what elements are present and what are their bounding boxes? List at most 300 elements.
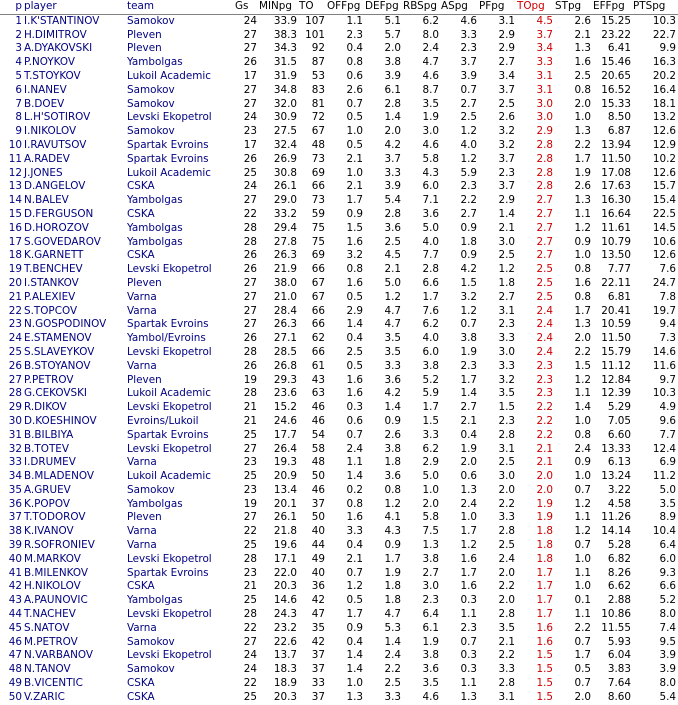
cell-efficiency: 2.88 xyxy=(607,594,631,607)
cell-steals: 1.5 xyxy=(574,359,591,372)
cell-player-name[interactable]: A.GRUEV xyxy=(24,483,71,496)
cell-player-name[interactable]: L.H'SOTIROV xyxy=(24,111,91,124)
cell-defensive-rebounds: 1.4 xyxy=(384,635,401,648)
cell-minutes: 26.3 xyxy=(273,318,297,331)
cell-player-name[interactable]: N.BALEV xyxy=(24,194,69,207)
cell-offensive-rebounds: 1.4 xyxy=(346,318,363,331)
cell-team-name[interactable]: Varna xyxy=(127,621,157,634)
cell-player-name[interactable]: S.NATOV xyxy=(24,621,70,634)
cell-efficiency: 10.79 xyxy=(601,235,631,248)
cell-minutes: 26.1 xyxy=(273,511,297,524)
cell-minutes: 31.5 xyxy=(273,56,297,69)
cell-team-name[interactable]: Levski Ekopetrol xyxy=(127,111,212,124)
cell-games: 21 xyxy=(243,414,257,427)
cell-steals: 2.2 xyxy=(574,621,591,634)
cell-defensive-rebounds: 3.7 xyxy=(384,152,401,165)
cell-offensive-rebounds: 0.9 xyxy=(346,621,363,634)
cell-turnovers: 63 xyxy=(311,387,325,400)
cell-assists: 3.3 xyxy=(460,28,477,41)
cell-efficiency: 6.82 xyxy=(607,552,631,565)
cell-efficiency: 11.12 xyxy=(601,359,631,372)
cell-offensive-rebounds: 2.1 xyxy=(346,180,363,193)
cell-team-name[interactable]: CSKA xyxy=(127,207,155,220)
cell-player-name[interactable]: N.VARBANOV xyxy=(24,649,93,662)
cell-turnovers: 44 xyxy=(311,539,325,552)
cell-player-name[interactable]: P.PETROV xyxy=(24,373,74,386)
cell-points: 8.0 xyxy=(659,677,676,690)
cell-assists: 2.3 xyxy=(460,180,477,193)
cell-team-name[interactable]: Yambolgas xyxy=(127,56,183,69)
cell-turnovers-per-game: 1.9 xyxy=(536,497,553,510)
cell-defensive-rebounds: 2.5 xyxy=(384,677,401,690)
col-header-assists[interactable]: ASpg xyxy=(441,0,479,14)
cell-team-name[interactable]: Lukoil Academic xyxy=(127,387,211,400)
cell-player-name[interactable]: B.DOEV xyxy=(24,97,65,110)
cell-player-name[interactable]: S.GOVEDAROV xyxy=(24,235,101,248)
cell-games: 28 xyxy=(243,345,257,358)
cell-player-name[interactable]: D.ANGELOV xyxy=(24,180,86,193)
cell-team-name[interactable]: CSKA xyxy=(127,690,155,703)
cell-player-name[interactable]: M.MARKOV xyxy=(24,552,81,565)
cell-assists: 1.0 xyxy=(460,511,477,524)
cell-player-name[interactable]: D.FERGUSON xyxy=(24,207,94,220)
cell-team-name[interactable]: Levski Ekopetrol xyxy=(127,345,212,358)
cell-minutes: 24.3 xyxy=(273,608,297,621)
cell-steals: 1.3 xyxy=(574,194,591,207)
cell-player-name[interactable]: G.CEKOVSKI xyxy=(24,387,87,400)
cell-steals: 1.0 xyxy=(574,552,591,565)
cell-player-name[interactable]: T.TODOROV xyxy=(24,511,86,524)
cell-games: 27 xyxy=(243,42,257,55)
cell-offensive-rebounds: 1.6 xyxy=(346,276,363,289)
cell-efficiency: 3.22 xyxy=(607,483,631,496)
cell-efficiency: 8.60 xyxy=(607,690,631,703)
cell-turnovers: 58 xyxy=(311,442,325,455)
cell-player-name[interactable]: R.SOFRONIEV xyxy=(24,539,95,552)
cell-minutes: 27.1 xyxy=(273,332,297,345)
cell-offensive-rebounds: 2.6 xyxy=(346,83,363,96)
cell-player-name[interactable]: M.PETROV xyxy=(24,635,78,648)
cell-rebounds: 7.6 xyxy=(422,304,439,317)
cell-points: 14.6 xyxy=(652,345,676,358)
cell-games: 27 xyxy=(243,318,257,331)
cell-points: 12.6 xyxy=(652,249,676,262)
cell-offensive-rebounds: 1.2 xyxy=(346,580,363,593)
cell-player-name[interactable]: V.ZARIC xyxy=(24,690,65,703)
cell-turnovers: 42 xyxy=(311,635,325,648)
cell-points: 16.4 xyxy=(652,83,676,96)
cell-team-name[interactable]: Samokov xyxy=(127,125,175,138)
cell-minutes: 34.8 xyxy=(273,83,297,96)
cell-team-name[interactable]: Varna xyxy=(127,525,157,538)
cell-minutes: 22.6 xyxy=(273,635,297,648)
cell-minutes: 22.0 xyxy=(273,566,297,579)
cell-fouls: 3.7 xyxy=(498,180,515,193)
cell-games: 27 xyxy=(243,304,257,317)
cell-efficiency: 13.24 xyxy=(601,470,631,483)
cell-team-name[interactable]: Levski Ekopetrol xyxy=(127,608,212,621)
cell-turnovers-per-game: 2.2 xyxy=(536,414,553,427)
cell-assists: 0.3 xyxy=(460,649,477,662)
cell-minutes: 21.9 xyxy=(273,263,297,276)
cell-player-name[interactable]: J.JONES xyxy=(24,166,63,179)
cell-offensive-rebounds: 0.4 xyxy=(346,539,363,552)
cell-team-name[interactable]: CSKA xyxy=(127,180,155,193)
cell-games: 27 xyxy=(243,276,257,289)
cell-games: 25 xyxy=(243,539,257,552)
cell-turnovers-per-game: 2.4 xyxy=(536,304,553,317)
cell-steals: 2.5 xyxy=(574,69,591,82)
cell-team-name[interactable]: CSKA xyxy=(127,249,155,262)
cell-team-name[interactable]: Samokov xyxy=(127,635,175,648)
cell-turnovers: 101 xyxy=(305,28,325,41)
cell-rebounds: 3.0 xyxy=(422,580,439,593)
col-header-turnovers[interactable]: TO xyxy=(299,0,327,14)
cell-fouls: 1.2 xyxy=(498,263,515,276)
cell-assists: 4.0 xyxy=(460,138,477,151)
cell-points: 15.4 xyxy=(652,194,676,207)
cell-turnovers: 36 xyxy=(311,580,325,593)
cell-offensive-rebounds: 1.4 xyxy=(346,649,363,662)
cell-offensive-rebounds: 0.3 xyxy=(346,401,363,414)
cell-rebounds: 3.8 xyxy=(422,649,439,662)
cell-team-name[interactable]: Spartak Evroins xyxy=(127,428,209,441)
cell-minutes: 20.3 xyxy=(273,580,297,593)
cell-team-name[interactable]: Lukoil Academic xyxy=(127,166,211,179)
cell-player-name[interactable]: D.KOESHINOV xyxy=(24,414,97,427)
cell-offensive-rebounds: 1.6 xyxy=(346,511,363,524)
cell-points: 14.5 xyxy=(652,221,676,234)
col-header-defensive-rebounds[interactable]: DEFpg xyxy=(365,0,403,14)
cell-rank: 30 xyxy=(8,414,22,427)
cell-turnovers-per-game: 3.0 xyxy=(536,111,553,124)
cell-rebounds: 5.0 xyxy=(422,221,439,234)
cell-team-name[interactable]: Pleven xyxy=(127,28,162,41)
cell-assists: 0.4 xyxy=(460,428,477,441)
cell-team-name[interactable]: CSKA xyxy=(127,580,155,593)
cell-turnovers: 107 xyxy=(305,14,325,27)
cell-rebounds: 7.7 xyxy=(422,249,439,262)
cell-points: 13.2 xyxy=(652,111,676,124)
cell-steals: 0.7 xyxy=(574,539,591,552)
cell-player-name[interactable]: I.NANEV xyxy=(24,83,67,96)
cell-points: 15.7 xyxy=(652,180,676,193)
cell-player-name[interactable]: B.VICENTIC xyxy=(24,677,83,690)
cell-player-name[interactable]: K.GARNETT xyxy=(24,249,84,262)
cell-team-name[interactable]: Yambolgas xyxy=(127,594,183,607)
cell-turnovers-per-game: 2.2 xyxy=(536,401,553,414)
cell-offensive-rebounds: 1.5 xyxy=(346,221,363,234)
cell-points: 11.2 xyxy=(652,470,676,483)
cell-games: 26 xyxy=(243,152,257,165)
cell-points: 3.9 xyxy=(659,663,676,676)
cell-efficiency: 16.52 xyxy=(601,83,631,96)
cell-team-name[interactable]: Pleven xyxy=(127,42,162,55)
cell-defensive-rebounds: 4.7 xyxy=(384,304,401,317)
cell-rank: 15 xyxy=(8,207,22,220)
cell-steals: 1.0 xyxy=(574,414,591,427)
cell-team-name[interactable]: Evroins/Lukoil xyxy=(127,414,199,427)
cell-turnovers-per-game: 1.5 xyxy=(536,663,553,676)
cell-rebounds: 3.0 xyxy=(422,125,439,138)
cell-player-name[interactable]: B.STOYANOV xyxy=(24,359,91,372)
cell-fouls: 3.7 xyxy=(498,83,515,96)
cell-rank: 40 xyxy=(8,552,22,565)
cell-turnovers-per-game: 1.8 xyxy=(536,552,553,565)
cell-player-name[interactable]: B.TOTEV xyxy=(24,442,69,455)
cell-team-name[interactable]: Yambol/Evroins xyxy=(127,332,206,345)
cell-defensive-rebounds: 1.9 xyxy=(384,566,401,579)
cell-team-name[interactable]: Levski Ekopetrol xyxy=(127,552,212,565)
cell-minutes: 20.3 xyxy=(273,690,297,703)
cell-points: 7.6 xyxy=(659,263,676,276)
cell-player-name[interactable]: S.SLAVEYKOV xyxy=(24,345,95,358)
cell-team-name[interactable]: Samokov xyxy=(127,83,175,96)
table-row xyxy=(0,484,678,498)
table-row xyxy=(0,346,678,360)
col-header-efficiency[interactable]: EFFpg xyxy=(593,0,633,14)
cell-defensive-rebounds: 1.7 xyxy=(384,552,401,565)
cell-offensive-rebounds: 0.8 xyxy=(346,56,363,69)
cell-rank: 22 xyxy=(8,304,22,317)
cell-player-name[interactable]: D.HOROZOV xyxy=(24,221,89,234)
cell-rank: 13 xyxy=(8,180,22,193)
col-header-turnovers-per-game[interactable]: TOpg xyxy=(517,0,555,14)
cell-assists: 2.7 xyxy=(460,207,477,220)
cell-team-name[interactable]: Spartak Evroins xyxy=(127,138,209,151)
cell-player-name[interactable]: A.RADEV xyxy=(24,152,70,165)
cell-assists: 2.7 xyxy=(460,97,477,110)
col-header-rank[interactable]: p xyxy=(0,0,24,14)
cell-turnovers: 59 xyxy=(311,207,325,220)
cell-games: 23 xyxy=(243,125,257,138)
cell-player-name[interactable]: A.DYAKOVSKI xyxy=(24,42,93,55)
cell-rebounds: 2.4 xyxy=(422,42,439,55)
cell-fouls: 3.1 xyxy=(498,14,515,27)
cell-efficiency: 10.59 xyxy=(601,318,631,331)
cell-player-name[interactable]: I.DRUMEV xyxy=(24,456,76,469)
cell-points: 9.6 xyxy=(659,414,676,427)
cell-player-name[interactable]: N.TANOV xyxy=(24,663,71,676)
cell-team-name[interactable]: Samokov xyxy=(127,483,175,496)
cell-assists: 1.3 xyxy=(460,483,477,496)
cell-fouls: 2.8 xyxy=(498,677,515,690)
cell-team-name[interactable]: Levski Ekopetrol xyxy=(127,442,212,455)
cell-team-name[interactable]: Yambolgas xyxy=(127,221,183,234)
cell-player-name[interactable]: B.MILENKOV xyxy=(24,566,88,579)
cell-turnovers: 46 xyxy=(311,483,325,496)
col-header-points[interactable]: PTSpg xyxy=(633,0,678,14)
cell-defensive-rebounds: 2.6 xyxy=(384,428,401,441)
table-row xyxy=(0,511,678,525)
cell-player-name[interactable]: S.TOPCOV xyxy=(24,304,78,317)
cell-player-name[interactable]: H.DIMITROV xyxy=(24,28,87,41)
cell-team-name[interactable]: Varna xyxy=(127,304,157,317)
cell-team-name[interactable]: Lukoil Academic xyxy=(127,470,211,483)
cell-rank: 21 xyxy=(8,290,22,303)
cell-player-name[interactable]: B.BILBIYA xyxy=(24,428,74,441)
cell-defensive-rebounds: 0.9 xyxy=(384,414,401,427)
cell-turnovers: 61 xyxy=(311,359,325,372)
cell-games: 17 xyxy=(243,69,257,82)
cell-turnovers-per-game: 1.8 xyxy=(536,539,553,552)
cell-efficiency: 22.11 xyxy=(601,276,631,289)
cell-fouls: 3.7 xyxy=(498,152,515,165)
cell-steals: 1.3 xyxy=(574,125,591,138)
cell-player-name[interactable]: I.RAVUTSOV xyxy=(24,138,87,151)
cell-player-name[interactable]: H.NIKOLOV xyxy=(24,580,81,593)
cell-team-name[interactable]: CSKA xyxy=(127,677,155,690)
cell-rank: 38 xyxy=(8,525,22,538)
cell-turnovers-per-game: 3.0 xyxy=(536,97,553,110)
cell-team-name[interactable]: Pleven xyxy=(127,276,162,289)
cell-turnovers: 69 xyxy=(311,166,325,179)
col-header-fouls[interactable]: PFpg xyxy=(479,0,517,14)
cell-player-name[interactable]: K.IVANOV xyxy=(24,525,74,538)
cell-efficiency: 5.28 xyxy=(607,539,631,552)
cell-efficiency: 11.26 xyxy=(601,511,631,524)
table-row xyxy=(0,539,678,553)
cell-player-name[interactable]: T.BENCHEV xyxy=(24,263,83,276)
cell-rank: 16 xyxy=(8,221,22,234)
cell-points: 11.6 xyxy=(652,359,676,372)
cell-minutes: 13.7 xyxy=(273,649,297,662)
cell-steals: 2.1 xyxy=(574,28,591,41)
table-row xyxy=(0,70,678,84)
cell-team-name[interactable]: Spartak Evroins xyxy=(127,566,209,579)
cell-player-name[interactable]: I.STANKOV xyxy=(24,276,79,289)
cell-team-name[interactable]: Yambolgas xyxy=(127,235,183,248)
cell-player-name[interactable]: R.DIKOV xyxy=(24,401,67,414)
cell-steals: 1.1 xyxy=(574,608,591,621)
cell-efficiency: 20.41 xyxy=(601,304,631,317)
cell-player-name[interactable]: K.POPOV xyxy=(24,497,70,510)
cell-minutes: 20.9 xyxy=(273,470,297,483)
cell-points: 12.4 xyxy=(652,442,676,455)
table-row xyxy=(0,443,678,457)
cell-turnovers: 54 xyxy=(311,428,325,441)
cell-fouls: 2.6 xyxy=(498,111,515,124)
cell-rebounds: 1.9 xyxy=(422,635,439,648)
cell-offensive-rebounds: 0.6 xyxy=(346,69,363,82)
cell-rebounds: 6.0 xyxy=(422,345,439,358)
cell-turnovers: 46 xyxy=(311,414,325,427)
cell-team-name[interactable]: Yambolgas xyxy=(127,497,183,510)
cell-turnovers: 81 xyxy=(311,97,325,110)
cell-offensive-rebounds: 0.8 xyxy=(346,497,363,510)
cell-steals: 0.7 xyxy=(574,677,591,690)
cell-offensive-rebounds: 3.2 xyxy=(346,249,363,262)
cell-team-name[interactable]: Levski Ekopetrol xyxy=(127,263,212,276)
cell-assists: 2.2 xyxy=(460,194,477,207)
cell-turnovers: 37 xyxy=(311,649,325,662)
table-row xyxy=(0,153,678,167)
cell-team-name[interactable]: Samokov xyxy=(127,663,175,676)
col-header-player[interactable]: player xyxy=(24,0,127,14)
cell-team-name[interactable]: Spartak Evroins xyxy=(127,152,209,165)
cell-steals: 2.0 xyxy=(574,332,591,345)
cell-fouls: 3.2 xyxy=(498,373,515,386)
col-header-minutes[interactable]: MINpg xyxy=(259,0,299,14)
cell-rank: 12 xyxy=(8,166,22,179)
col-header-rebounds[interactable]: RBSpg xyxy=(403,0,441,14)
cell-team-name[interactable]: Lukoil Academic xyxy=(127,69,211,82)
cell-turnovers-per-game: 2.7 xyxy=(536,221,553,234)
cell-games: 27 xyxy=(243,97,257,110)
cell-assists: 2.7 xyxy=(460,401,477,414)
cell-offensive-rebounds: 0.5 xyxy=(346,290,363,303)
cell-assists: 0.3 xyxy=(460,663,477,676)
cell-turnovers-per-game: 4.5 xyxy=(536,14,553,27)
cell-minutes: 29.0 xyxy=(273,194,297,207)
cell-offensive-rebounds: 0.8 xyxy=(346,263,363,276)
cell-team-name[interactable]: Pleven xyxy=(127,511,162,524)
cell-fouls: 3.2 xyxy=(498,138,515,151)
cell-efficiency: 11.50 xyxy=(601,332,631,345)
cell-games: 28 xyxy=(243,387,257,400)
cell-team-name[interactable]: Varna xyxy=(127,456,157,469)
cell-player-name[interactable]: T.NACHEV xyxy=(24,608,76,621)
cell-steals: 1.3 xyxy=(574,42,591,55)
cell-steals: 1.3 xyxy=(574,318,591,331)
cell-points: 12.6 xyxy=(652,125,676,138)
cell-turnovers-per-game: 2.5 xyxy=(536,290,553,303)
cell-assists: 3.8 xyxy=(460,332,477,345)
cell-team-name[interactable]: Spartak Evroins xyxy=(127,318,209,331)
cell-team-name[interactable]: Pleven xyxy=(127,373,162,386)
cell-team-name[interactable]: Samokov xyxy=(127,14,175,27)
cell-fouls: 3.1 xyxy=(498,304,515,317)
cell-turnovers: 67 xyxy=(311,290,325,303)
cell-rank: 18 xyxy=(8,249,22,262)
cell-turnovers-per-game: 1.5 xyxy=(536,690,553,703)
cell-rank: 19 xyxy=(8,263,22,276)
cell-defensive-rebounds: 5.0 xyxy=(384,276,401,289)
col-header-steals[interactable]: STpg xyxy=(555,0,593,14)
cell-player-name[interactable]: P.NOYKOV xyxy=(24,56,76,69)
cell-team-name[interactable]: Levski Ekopetrol xyxy=(127,649,212,662)
cell-rebounds: 8.0 xyxy=(422,28,439,41)
cell-player-name[interactable]: E.STAMENOV xyxy=(24,332,92,345)
cell-team-name[interactable]: Varna xyxy=(127,290,157,303)
table-row xyxy=(0,111,678,125)
cell-minutes: 15.2 xyxy=(273,401,297,414)
cell-team-name[interactable]: Samokov xyxy=(127,97,175,110)
cell-minutes: 19.6 xyxy=(273,539,297,552)
cell-player-name[interactable]: A.PAUNOVIC xyxy=(24,594,88,607)
cell-team-name[interactable]: Varna xyxy=(127,359,157,372)
cell-player-name[interactable]: I.K'STANTINOV xyxy=(24,14,100,27)
cell-offensive-rebounds: 0.5 xyxy=(346,138,363,151)
col-header-offensive-rebounds[interactable]: OFFpg xyxy=(327,0,365,14)
cell-rank: 42 xyxy=(8,580,22,593)
cell-rebounds: 3.8 xyxy=(422,552,439,565)
cell-team-name[interactable]: Levski Ekopetrol xyxy=(127,401,212,414)
cell-rebounds: 5.9 xyxy=(422,387,439,400)
cell-player-name[interactable]: I.NIKOLOV xyxy=(24,125,77,138)
cell-player-name[interactable]: N.GOSPODINOV xyxy=(24,318,107,331)
cell-player-name[interactable]: P.ALEXIEV xyxy=(24,290,76,303)
col-header-team[interactable]: team xyxy=(127,0,235,14)
table-row xyxy=(0,56,678,70)
col-header-games[interactable]: Gs xyxy=(235,0,259,14)
cell-rank: 23 xyxy=(8,318,22,331)
cell-player-name[interactable]: B.MLADENOV xyxy=(24,470,94,483)
cell-team-name[interactable]: Yambolgas xyxy=(127,194,183,207)
cell-turnovers-per-game: 1.6 xyxy=(536,621,553,634)
cell-team-name[interactable]: Varna xyxy=(127,539,157,552)
cell-player-name[interactable]: T.STOYKOV xyxy=(24,69,81,82)
